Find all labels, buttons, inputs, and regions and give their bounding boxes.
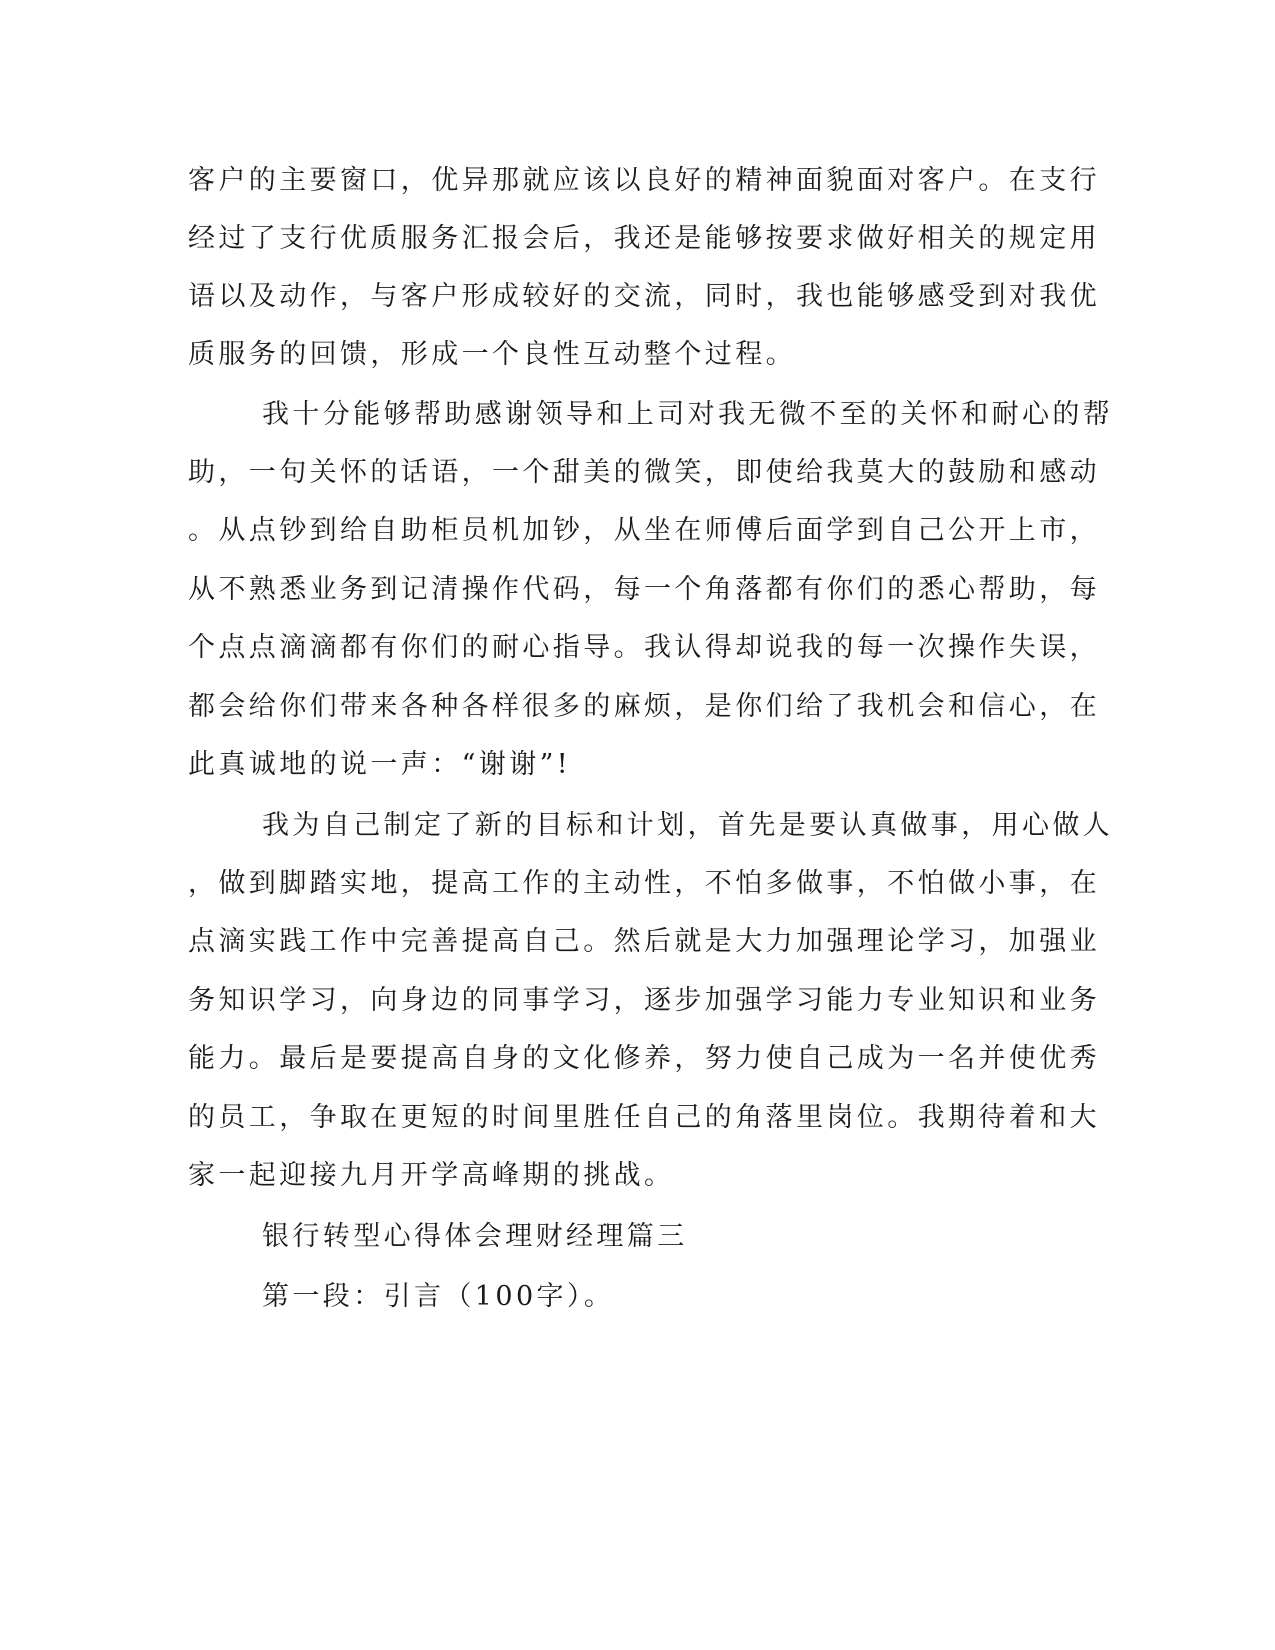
paragraph-line: 。从点钞到给自助柜员机加钞，从坐在师傅后面学到自己公开上市，	[188, 515, 1100, 546]
subsection-heading: 第一段：引言（100字）。	[262, 1281, 615, 1312]
paragraph-line: 经过了支行优质服务汇报会后，我还是能够按要求做好相关的规定用	[188, 223, 1100, 254]
paragraph-line: 此真诚地的说一声：“谢谢”!	[188, 749, 572, 780]
paragraph-line: 我十分能够帮助感谢领导和上司对我无微不至的关怀和耐心的帮	[262, 399, 1114, 430]
paragraph-line: ，做到脚踏实地，提高工作的主动性，不怕多做事，不怕做小事，在	[188, 868, 1100, 899]
paragraph-line: 我为自己制定了新的目标和计划，首先是要认真做事，用心做人	[262, 810, 1114, 841]
paragraph-line: 语以及动作，与客户形成较好的交流，同时，我也能够感受到对我优	[188, 281, 1100, 312]
paragraph-line: 客户的主要窗口，优异那就应该以良好的精神面貌面对客户。在支行	[188, 165, 1100, 196]
paragraph-line: 务知识学习，向身边的同事学习，逐步加强学习能力专业知识和业务	[188, 985, 1100, 1016]
paragraph-line: 从不熟悉业务到记清操作代码，每一个角落都有你们的悉心帮助，每	[188, 574, 1100, 605]
section-heading: 银行转型心得体会理财经理篇三	[262, 1221, 688, 1252]
paragraph-line: 的员工，争取在更短的时间里胜任自己的角落里岗位。我期待着和大	[188, 1102, 1100, 1133]
paragraph-line: 助，一句关怀的话语，一个甜美的微笑，即使给我莫大的鼓励和感动	[188, 457, 1100, 488]
paragraph-line: 都会给你们带来各种各样很多的麻烦，是你们给了我机会和信心，在	[188, 691, 1100, 722]
paragraph-line: 个点点滴滴都有你们的耐心指导。我认得却说我的每一次操作失误，	[188, 632, 1100, 663]
paragraph-line: 能力。最后是要提高自身的文化修养，努力使自己成为一名并使优秀	[188, 1043, 1100, 1074]
paragraph-line: 质服务的回馈，形成一个良性互动整个过程。	[188, 339, 796, 370]
paragraph-line: 点滴实践工作中完善提高自己。然后就是大力加强理论学习，加强业	[188, 926, 1100, 957]
paragraph-line: 家一起迎接九月开学高峰期的挑战。	[188, 1160, 675, 1191]
